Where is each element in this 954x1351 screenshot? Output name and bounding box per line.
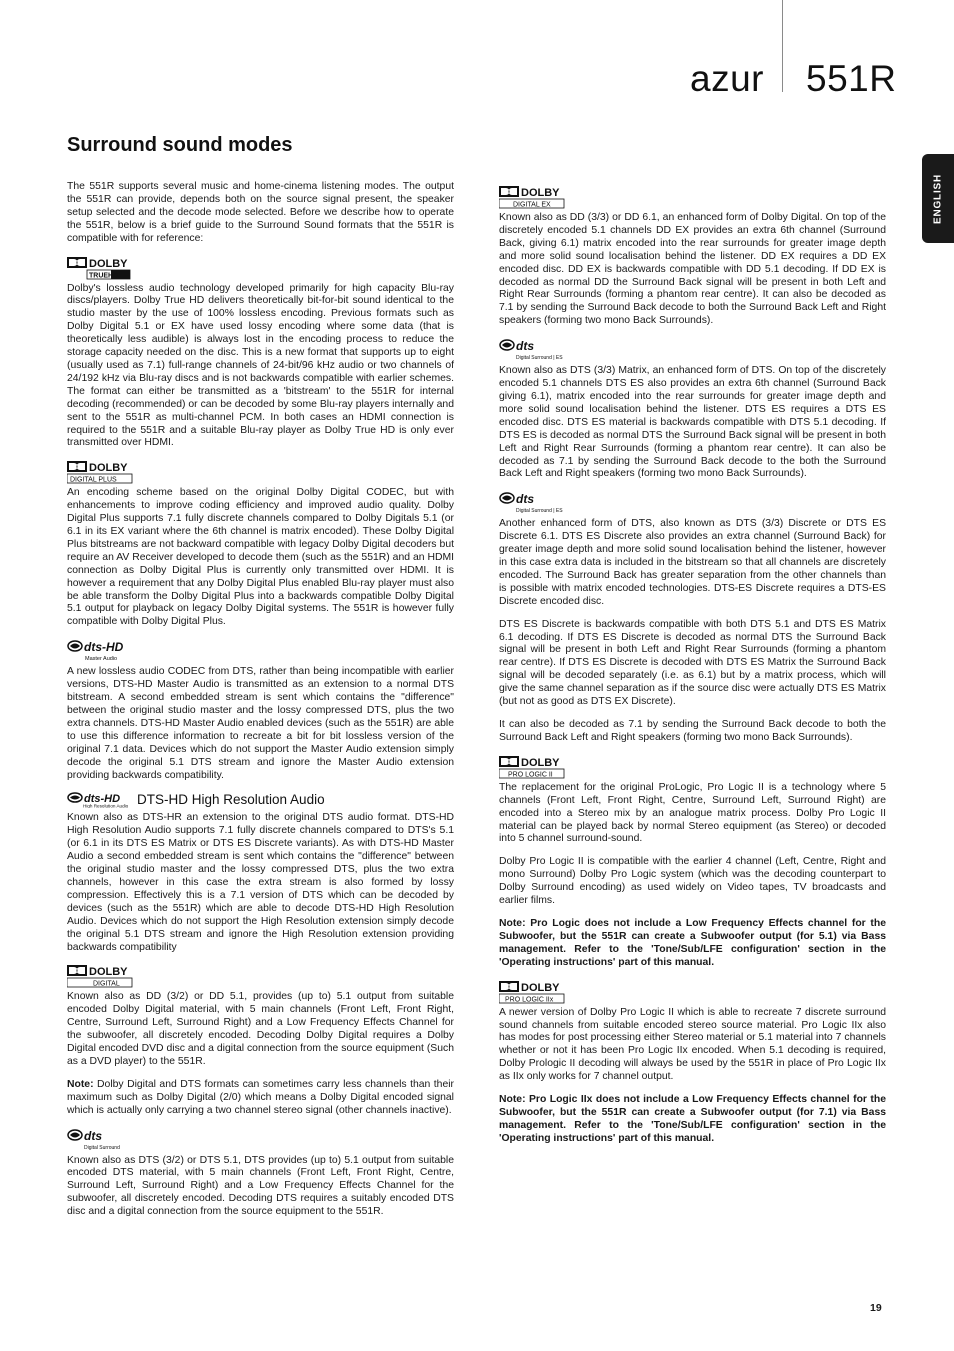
dts-hd-high-res-heading-row	[67, 792, 454, 808]
pro-logic-ii-note-text: Note: Pro Logic does not include a Low Frequency Effects channel for the Subwoofer, but the 551R can create a Subwoofer output (for 5.1) via Bass management. Refer to the 'Tone/Sub/LFE configuration' section in the 'Operating instructions' part of this manual.	[499, 917, 886, 968]
right-column	[499, 181, 886, 1156]
pro-logic-ii-paragraph-2: Dolby Pro Logic II is compatible with the earlier 4 channel (Left, Centre, Right and mono Surround) Dolby Pro Logic system (which was the decoding counterpart to Dolby Surround encoding) as used widely on Video tapes, TV broadcasts and earlier films.	[499, 856, 886, 907]
dts-hd-master-audio-paragraph: A new lossless audio CODEC from DTS, rather than being incompatible with earlier versions, DTS-HD Master Audio is transmitted as an extension to a normal DTS bitstream. A second embedded stream is sent which contains the "difference" between the original studio master and the lossy compressed DTS, plus the two extra channels. DTS-HD Master Audio enabled devices (such as the 551R) are able to use this difference information to recreate a bit for bit lossless version of the original 7.1 data. Devices which do not support the Master Audio extension simply decode the original 5.1 DTS stream and ignore the Master Audio extension providing backwards compatibility.	[67, 666, 454, 781]
left-column	[67, 181, 454, 1229]
digital-wordmark: DIGITAL	[93, 980, 120, 988]
digital-plus-wordmark: DIGITAL PLUS	[70, 476, 117, 484]
dts-es-discrete-logo	[499, 491, 886, 515]
truehd-wordmark: TRUEHD	[89, 272, 119, 280]
dolby-digital-ex-logo	[499, 185, 886, 209]
model-number: 551R	[806, 58, 897, 99]
dts-hd-wordmark: dts-HD	[84, 793, 121, 806]
dolby-pro-logic-ii-logo	[499, 755, 886, 779]
header-divider	[782, 0, 783, 92]
high-res-audio-wordmark: High Resolution Audio	[83, 803, 129, 809]
digital-surround-es-wordmark: Digital Surround | ES	[516, 355, 563, 362]
pro-logic-ii-paragraph-1: The replacement for the original ProLogic, Pro Logic II is a technology where 5 channels (Front Left, Front Right, Centre, Surround Left, Surround Right) are encoded into a Stereo mix by an analogue matrix process. Dolby Pro Logic II material can be played back by normal Stereo equipment (as Stereo) or decoded into 5 channel surround-sound.	[499, 781, 886, 845]
digital-plus-paragraph: An encoding scheme based on the original Dolby Digital CODEC, but with enhancements to improve coding efficiency and improved audio quality. Dolby Digital Plus supports 7.1 fully discrete channels compared to Dolby Digitals 5.1 (or 6.1 in its EX variant where the 6th channel is matrix encoded). These Dolby Digital Plus bitstreams are not backward compatible with legacy Dolby Digital decoders but require an AV Receiver developed to decode them (such as the 551R) and an HDMI connection as Dolby Digital Plus is currently only transmitted over HDMI. It is however a requirement that any Dolby Digital Plus enabled Blu-ray player must also be able transform the Dolby Digital Plus into a backwards compatible Dolby Digital 5.1 output for playback on legacy Dolby Digital systems. The 551R is however fully compatible with Dolby Digital Plus.	[67, 487, 454, 628]
dts-hd-high-res-heading: DTS-HD High Resolution Audio	[137, 791, 325, 807]
digital-ex-paragraph: Known also as DD (3/3) or DD 6.1, an enhanced form of Dolby Digital. On top of the discretely encoded 5.1 channels DD EX provides an extra 6th channel (Surround Back, giving 6.1) matrix encoded into the rear surrounds for greater image depth and more solid sound localisation behind the listener. DD EX requires a DD EX encoded disc. DD EX is backwards compatible with DD 5.1 decoding. If DD EX is decoded as normal DD the Surround Back signal will be present in both Left and Right Rear Surrounds (forming a phantom rear centre). It can also be decoded as 7.1 by sending the Surround Back decode to both the Surround Back Left and Right speakers (forming two mono Back Surrounds).	[499, 212, 886, 327]
dts-paragraph: Known also as DTS (3/2) or DTS 5.1, DTS provides (up to) 5.1 output from suitable encoded DTS material, with 5 main channels (Front Left, Front Right, Centre, Surround Left, Surround Right) and a Low Frequency Effects Channel for the subwoofer, all discretely encoded. Decoding DTS requires a suitably encoded DTS disc and a digital connection from the source equipment to the 551R.	[67, 1154, 454, 1218]
dts-hd-wordmark: dts-HD	[84, 640, 124, 655]
truehd-paragraph: Dolby's lossless audio technology developed primarily for high capacity Blu-ray discs/players. Dolby True HD delivers theoretically bit-for-bit sound identical to the studio master by the use of 100% lossless encoding. Previous formats such as Dolby Digital 5.1 or EX have used lossy encoding where some data (that is theoretically less audible) is always lost in the encoding process to reduce the storage capacity needed on the disc. This is a new format that supports up to eight (usually used as 7.1) full-range channels of 24-bit/96 kHz audio or two channels of 24/192 kHz via Blu-ray discs and is not backwards compatible with earlier schemes. The format can either be transmitted as a 'bitstream' to the 551R for internal decoding (recommended) or can be decoded by some Blu-ray players internally and sent to the 551R as multi-channel PCM. In both cases an HDMI connection is required to the 551R and a suitable Blu-ray player as Dolby True HD is only ever transmitted over HDMI.	[67, 282, 454, 449]
dolby-wordmark: DOLBY	[521, 756, 560, 769]
pro-logic-iix-note	[499, 1094, 886, 1146]
note-label: Note:	[67, 1078, 94, 1090]
pro-logic-iix-note-text: Note: Pro Logic IIx does not include a Low Frequency Effects channel for the Subwoofer, but the 551R can create a Subwoofer output (for 7.1) via Bass management. Refer to the 'Tone/Sub/LFE configuration' section in the 'Operating instructions' part of this manual.	[499, 1094, 886, 1144]
dolby-wordmark: DOLBY	[89, 257, 128, 270]
dts-es-discrete-paragraph-3: It can also be decoded as 7.1 by sending the Surround Back decode to both the Surround Back Left and Right speakers (forming two mono Back Surrounds).	[499, 719, 886, 743]
pro-logic-iix-paragraph: A newer version of Dolby Pro Logic II which is able to recreate 7 discrete surround sound channels from suitable encoded stereo source material. Pro Logic IIx also has modes for post processing either Stereo material or 5.1 material into 7 channels whether or not it has been Pro Logic IIx encoded. When 5.1 decoding is required, Dolby Prologic II decoding will always be used by the 551R in place of Pro Logic IIx as IIx only works for 7 channel output.	[499, 1006, 886, 1083]
language-tab-label: ENGLISH	[932, 173, 944, 224]
digital-surround-es-wordmark: Digital Surround | ES	[516, 508, 563, 515]
dolby-wordmark: DOLBY	[89, 966, 128, 979]
dts-es-discrete-paragraph-1: Another enhanced form of DTS, also known as DTS (3/3) Discrete or DTS ES Discrete 6.1. DTS ES Discrete also provides an extra channel (Surround Back) for greater image depth and more solid sound localisation behind the listener, however in this case extra data is included in the bitstream so that all channels are discretely encoded. The Surround Back has greater separation from the other channels than is possible with matrix encoded technologies. DTS-ES Discrete requires a DTS-ES Discrete encoded disc.	[499, 518, 886, 607]
dts-es-matrix-logo	[499, 338, 886, 362]
dolby-wordmark: DOLBY	[521, 981, 560, 994]
digital-ex-wordmark: DIGITAL EX	[513, 201, 551, 209]
dolby-dts-note	[67, 1079, 454, 1118]
digital-surround-wordmark: Digital Surround	[84, 1144, 120, 1151]
dts-digital-surround-logo	[67, 1128, 454, 1152]
language-tab	[922, 154, 954, 243]
dolby-digital-logo	[67, 964, 454, 988]
note-text: Dolby Digital and DTS formats can sometimes carry less channels than their maximum such as Dolby Digital (2/0) which means a Dolby Digital encoded signal which is actually only carrying a two channel stereo signal (other channels inactive).	[67, 1078, 454, 1116]
dolby-digital-paragraph: Known also as DD (3/2) or DD 5.1, provides (up to) 5.1 output from suitable encoded Dolby Digital material, with 5 main channels (Front Left, Front Right, Centre, Surround Left, Surround Right) and a Low Frequency Effects Channel for the subwoofer, all discretely encoded. Decoding Dolby Digital requires a Dolby Digital encoded DVD disc and a digital connection from the source equipment (Such as a DVD player) to the 551R.	[67, 991, 454, 1067]
intro-paragraph: The 551R supports several music and home-cinema listening modes. The output the 551R can provide, depends both on the source signal present, the speaker setup selected and the decode mode selected. Before we describe how to operate the 551R, below is a brief guide to the Surround Sound formats that the 551R is compatible with for reference:	[67, 181, 454, 244]
dts-es-discrete-paragraph-2: DTS ES Discrete is backwards compatible with both DTS 5.1 and DTS ES Matrix 6.1 decoding. If DTS ES Discrete is decoded as normal DTS the Surround Back signal will be present in both Left and Right Rear Surrounds (forming a phantom rear centre). If DTS ES Discrete is decoded with DTS ES Matrix the Surround Back signal will be decoded separately (i.e. as 6.1) but by a matrix process, which will give the same channel separation as if the source disc were actually DTS ES Matrix (but not as good as DTS EX Discrete).	[499, 618, 886, 708]
pro-logic-ii-note	[499, 918, 886, 970]
dts-hd-high-res-paragraph: Known also as DTS-HR an extension to the original DTS audio format. DTS-HD High Resolution Audio supports 7.1 fully discrete channels compared to DTS's 5.1 (or 6.1 in its DTS ES Matrix or DTS ES Discrete variants). As with DTS-HD Master Audio a second embedded stream is sent which contains the "difference" between the original studio master and the lossy compressed DTS, plus the two extra channels, however in this case the extra stream is also formed by lossy compression. Effectively this is a 7.1 version of DTS which can be decoded by devices (such as the 551R) which are able to decode DTS-HD High Resolution Audio. Devices which do not support the High Resolution extension simply decode the original 5.1 DTS stream and ignore the High Resolution extension providing backwards compatibility	[67, 812, 454, 953]
dolby-digital-plus-logo	[67, 460, 454, 484]
page-number: 19	[870, 1302, 882, 1314]
page-title: Surround sound modes	[67, 134, 293, 156]
pro-logic-iix-wordmark: PRO LOGIC IIx	[505, 996, 554, 1004]
master-audio-wordmark: Master Audio	[85, 656, 118, 663]
dolby-wordmark: DOLBY	[521, 187, 560, 199]
dolby-wordmark: DOLBY	[89, 462, 128, 475]
pro-logic-ii-wordmark: PRO LOGIC II	[508, 771, 553, 779]
dts-wordmark: dts	[516, 339, 534, 354]
dts-wordmark: dts	[516, 492, 534, 507]
dts-hd-high-res-logo	[67, 792, 129, 808]
dts-wordmark: dts	[84, 1128, 102, 1143]
dolby-pro-logic-iix-logo	[499, 980, 886, 1004]
dts-es-matrix-paragraph: Known also as DTS (3/3) Matrix, an enhanced form of DTS. On top of the discretely encoded 5.1 channels DTS ES also provides an extra 6th channel (Surround Back giving 6.1), matrix encoded into the rear surrounds for greater image depth and more solid sound localisation behind the listener. DTS ES requires a DTS ES encoded disc. DTS ES material is backwards compatible with DTS 5.1 decoding. If DTS ES is decoded as normal DTS the Surround Back signal will be present in both Left and Right Rear Surrounds (forming a phantom rear centre). It can also be decoded as 7.1 by sending the Surround Back decode to the both the Surround Back Left and Right speakers (forming two mono Back Surrounds).	[499, 365, 886, 480]
dts-hd-master-audio-logo	[67, 639, 454, 663]
dolby-truehd-logo	[67, 256, 454, 280]
brand-azur: azur	[690, 58, 764, 99]
